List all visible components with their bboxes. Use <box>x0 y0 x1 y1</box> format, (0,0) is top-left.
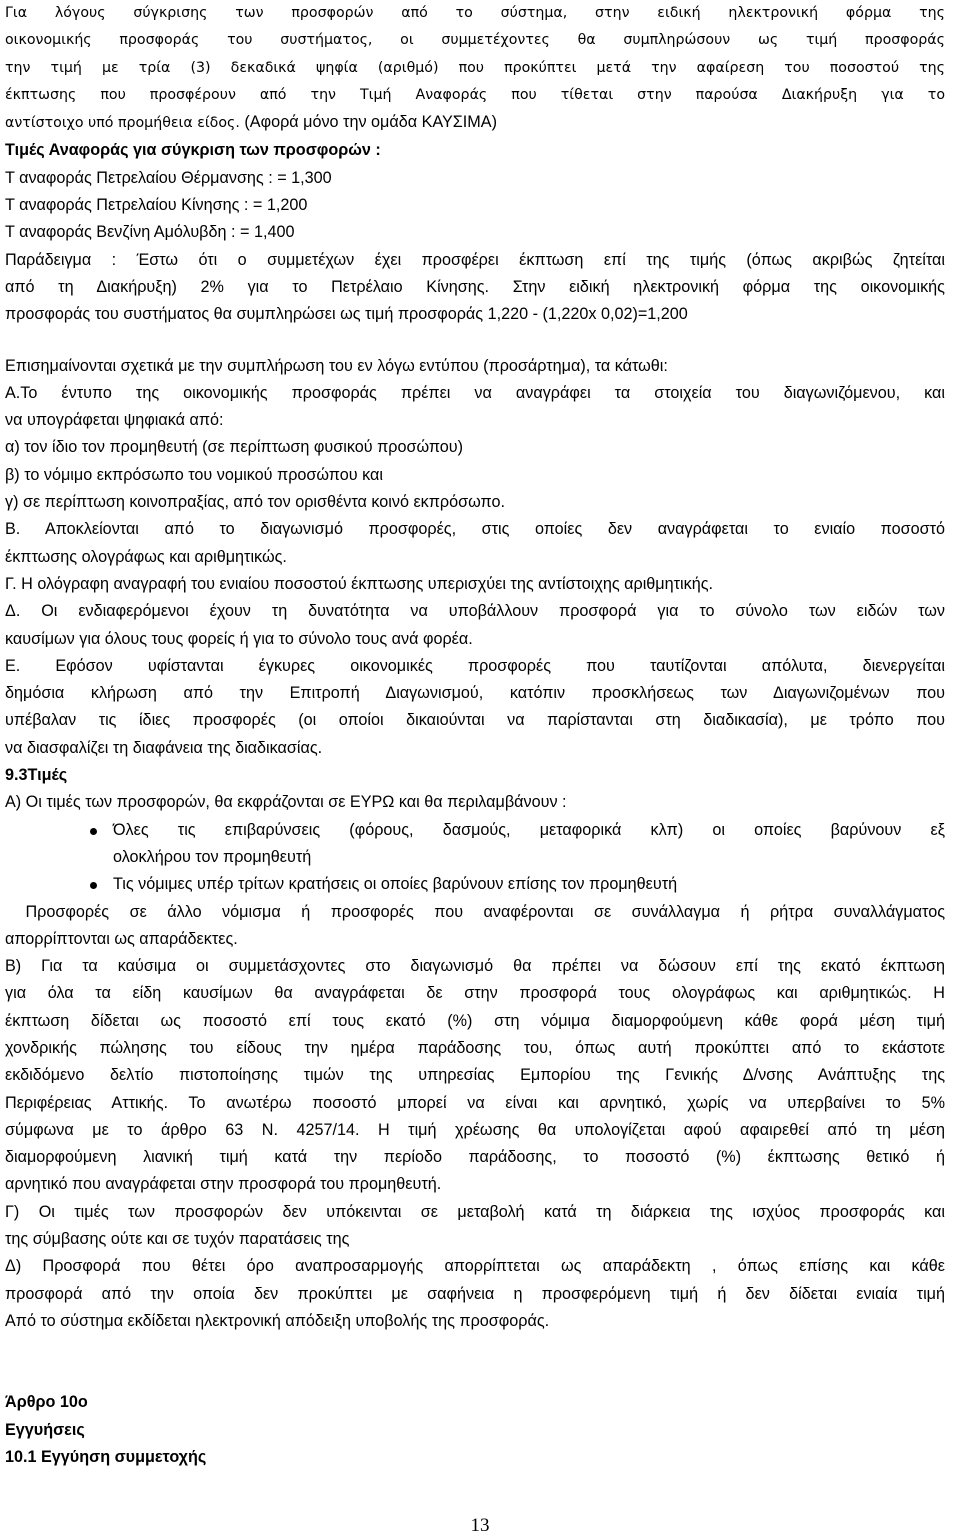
prices-b-line: χονδρικής πώλησης του είδους την ημέρα παράδοσης του, όπως αυτή προκύπτει από το εκάστοτε <box>5 1038 945 1057</box>
note-d-line: καυσίμων για όλους τους φορείς ή για το σύνολο τους ανά φορέα. <box>5 629 473 648</box>
bullet-icon <box>90 882 97 889</box>
intro-line: την τιμή με τρία (3) δεκαδικά ψηφία (αριθμό) που προκύπτει μετά την αφαίρεση του ποσοστού της <box>5 59 945 76</box>
article-subtitle: Εγγυήσεις <box>5 1420 85 1439</box>
note-e-line: υπέβαλαν τις ίδιες προσφορές (οι οποίοι δικαιούνται να παρίστανται στη διαδικασία), με τρόπο που <box>5 711 945 730</box>
prices-b-line: αρνητικό που αναγράφεται στην προσφορά του προμηθευτή. <box>5 1175 442 1194</box>
prices-c-line: της σύμβασης ούτε και σε τυχόν παρατάσεις της <box>5 1230 350 1249</box>
inclusions-list <box>5 817 945 899</box>
prices-b-line: σύμφωνα με το άρθρο 63 Ν. 4257/14. Η τιμή χρέωσης θα υπολογίζεται αφού αφαιρεθεί από τη μέση <box>5 1120 945 1139</box>
notes-intro: Επισημαίνονται σχετικά με την συμπλήρωση του εν λόγω εντύπου (προσάρτημα), τα κάτωθι: <box>5 356 668 375</box>
signer-item: β) το νόμιμο εκπρόσωπο του νομικού προσώπου και <box>5 465 383 484</box>
prices-b-line: διαμορφούμενη λιανική τιμή κατά την περίοδο παράδοσης, το ποσοστό (%) έκπτωσης θετικό ή <box>5 1148 945 1167</box>
document-page <box>5 0 945 1471</box>
currency-line: Προσφορές σε άλλο νόμισμα ή προσφορές που αναφέρονται σε συνάλλαγμα ή ρήτρα συναλλάγματος <box>5 902 945 921</box>
example-line: προσφοράς του συστήματος θα συμπληρώσει ως τιμή προσφοράς 1,220 - (1,220x 0,02)=1,200 <box>5 305 688 324</box>
prices-d-line: Δ) Προσφορά που θέτει όρο αναπροσαρμογής απορρίπτεται ως απαράδεκτη , όπως επίσης και κάθε <box>5 1257 945 1276</box>
prices-b-line: Περιφέρειας Αττικής. Το ανωτέρω ποσοστό μπορεί να είναι και αρνητικό, χωρίς να υπερβαίνει το 5% <box>5 1093 945 1112</box>
prices-b-line: για όλα τα είδη καυσίμων θα αναγράφεται δε στην προσφορά τους ολογράφως και αριθμητικώς. Η <box>5 984 945 1003</box>
ref-heading: Τιμές Αναφοράς για σύγκριση των προσφορών : <box>5 141 381 160</box>
prices-b-line: εκδιδόμενο δελτίο πιστοποίησης τιμών της υπηρεσίας Εμπορίου της Γενικής Δ/νσης Ανάπτυξης της <box>5 1066 945 1085</box>
example-line: από τη Διακήρυξη) 2% για το Πετρέλαιο Κίνησης. Στην ειδική ηλεκτρονική φόρμα της οικονομικής <box>5 277 945 296</box>
list-item <box>5 817 945 872</box>
article-title: Άρθρο 10ο <box>5 1393 88 1412</box>
note-a-line: Α.Το έντυπο της οικονομικής προσφοράς πρέπει να αναγράφει τα στοιχεία του διαγωνιζόμενου, και <box>5 383 945 402</box>
prices-d-line: προσφορά από την οποία δεν προκύπτει με σαφήνεια η προσφερόμενη τιμή ή δεν δίδεται ενιαία τιμή <box>5 1284 945 1303</box>
note-e-line: να διασφαλίζει τη διαφάνεια της διαδικασίας. <box>5 738 323 757</box>
bullet-line: Τις νόμιμες υπέρ τρίτων κρατήσεις οι οποίες βαρύνουν επίσης τον προμηθευτή <box>113 875 678 894</box>
bullet-line: Όλες τις επιβαρύνσεις (φόρους, δασμούς, μεταφορικά κλπ) οι οποίες βαρύνουν εξ <box>113 820 945 839</box>
intro-last-b: (Αφορά μόνο την ομάδα ΚΑΥΣΙΜΑ) <box>239 113 497 132</box>
list-item <box>5 871 945 898</box>
prices-b-line: έκπτωση δίδεται ως ποσοστό επί τους εκατό (%) στη νόμιμα διαμορφούμενη κάθε φορά μέση τιμή <box>5 1011 945 1030</box>
intro-last-line <box>5 109 945 137</box>
note-e-line: Ε. Εφόσον υφίστανται έγκυρες οικονομικές προσφορές που ταυτίζονται απόλυτα, διενεργείται <box>5 656 945 675</box>
note-c: Γ. Η ολόγραφη αναγραφή του ενιαίου ποσοστού έκπτωσης υπερισχύει της αντίστοιχης αριθμητικής. <box>5 574 714 593</box>
note-b-line: έκπτωσης ολογράφως και αριθμητικώς. <box>5 547 287 566</box>
spacer <box>5 329 945 353</box>
article-section: 10.1 Εγγύηση συμμετοχής <box>5 1447 207 1466</box>
note-d-line: Δ. Οι ενδιαφερόμενοι έχουν τη δυνατότητα να υποβάλλουν προσφορά για το σύνολο των ειδών των <box>5 602 945 621</box>
intro-line: οικονομικής προσφοράς του συστήματος, οι συμμετέχοντες θα συμπληρώσουν ως τιμή προσφοράς <box>5 32 945 49</box>
note-b-line: Β. Αποκλείονται από το διαγωνισμό προσφορές, στις οποίες δεν αναγράφεται το ενιαίο ποσοστό <box>5 520 945 539</box>
prices-d-line: Από το σύστημα εκδίδεται ηλεκτρονική απόδειξη υποβολής της προσφοράς. <box>5 1311 550 1330</box>
signer-item: γ) σε περίπτωση κοινοπραξίας, από τον ορισθέντα κοινό εκπρόσωπο. <box>5 493 505 512</box>
bullet-line: ολοκλήρου τον προμηθευτή <box>113 847 312 866</box>
note-a-line: να υπογράφεται ψηφιακά από: <box>5 411 224 430</box>
example-line: Παράδειγμα : Έστω ότι ο συμμετέχων έχει προσφέρει έκπτωση επί της τιμής (όπως ακριβώς ζητείται <box>5 250 945 269</box>
bullet-icon <box>90 828 97 835</box>
note-e-line: δημόσια κλήρωση από την Επιτροπή Διαγωνισμού, κατόπιν προσκλήσεως των Διαγωνιζομένων που <box>5 684 945 703</box>
prices-c-line: Γ) Οι τιμές των προσφορών δεν υπόκεινται σε μεταβολή κατά τη διάρκεια της ισχύος προσφοράς και <box>5 1202 945 1221</box>
signer-item: α) τον ίδιο τον προμηθευτή (σε περίπτωση φυσικού προσώπου) <box>5 438 464 457</box>
intro-last-a: αντίστοιχο υπό προμήθεια είδος. <box>5 115 240 132</box>
intro-line: Για λόγους σύγκρισης των προσφορών από το σύστημα, στην ειδική ηλεκτρονική φόρμα της <box>5 5 945 21</box>
page-number: 13 <box>470 1515 490 1536</box>
currency-line: απορρίπτονται ως απαράδεκτες. <box>5 929 238 948</box>
intro-line: έκπτωσης που προσφέρουν από την Τιμή Αναφοράς που τίθεται στην παρούσα Διακήρυξη για το <box>5 86 945 103</box>
section-heading: 9.3Τιμές <box>5 766 68 785</box>
ref-price: Τ αναφοράς Πετρελαίου Κίνησης : = 1,200 <box>5 196 308 215</box>
ref-price: Τ αναφοράς Πετρελαίου Θέρμανσης : = 1,300 <box>5 168 332 187</box>
prices-b-line: Β) Για τα καύσιμα οι συμμετάσχοντες στο διαγωνισμό θα πρέπει να δώσουν επί της εκατό έκπτωση <box>5 957 945 976</box>
prices-a-intro: Α) Οι τιμές των προσφορών, θα εκφράζονται σε ΕΥΡΩ και θα περιλαμβάνουν : <box>5 793 567 812</box>
ref-price: Τ αναφοράς Βενζίνη Αμόλυβδη : = 1,400 <box>5 223 295 242</box>
spacer <box>5 1335 945 1389</box>
